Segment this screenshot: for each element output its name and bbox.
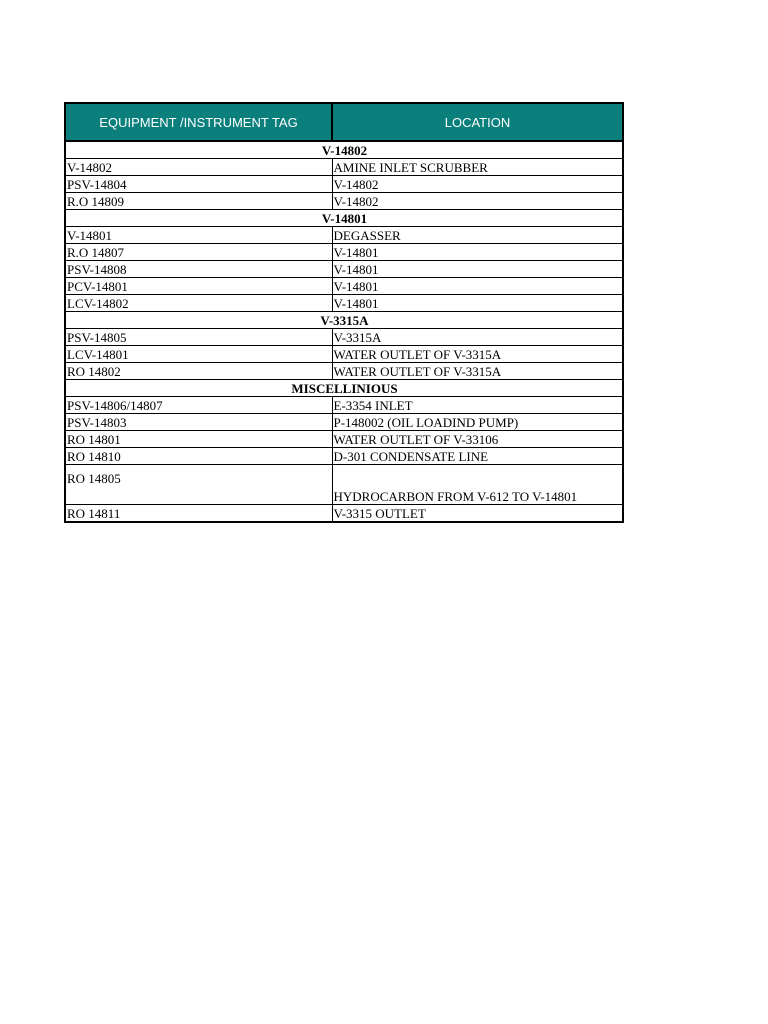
tag-cell: PSV-14805 [65,329,332,346]
tag-cell: RO 14805 [65,465,332,505]
location-cell: V-14801 [332,278,623,295]
section-title: V-14802 [65,141,623,159]
tag-cell: PSV-14808 [65,261,332,278]
table-row [65,176,623,193]
table-header-row [65,103,623,141]
tag-cell: PSV-14804 [65,176,332,193]
location-cell: E-3354 INLET [332,397,623,414]
location-cell: V-14802 [332,176,623,193]
table-row [65,261,623,278]
location-cell: WATER OUTLET OF V-33106 [332,431,623,448]
table-row [65,505,623,523]
equipment-location-table [64,102,624,523]
section-row [65,210,623,227]
location-cell: V-3315 OUTLET [332,505,623,523]
tag-cell: LCV-14802 [65,295,332,312]
location-cell: V-14801 [332,261,623,278]
section-title: V-14801 [65,210,623,227]
tag-cell: PSV-14806/14807 [65,397,332,414]
table-row [65,278,623,295]
table-row [65,363,623,380]
equipment-location-sheet [64,102,622,523]
tag-cell: RO 14811 [65,505,332,523]
table-body [65,141,623,522]
table-row [65,346,623,363]
tag-cell: RO 14810 [65,448,332,465]
header-equipment-tag: EQUIPMENT /INSTRUMENT TAG [65,103,332,141]
location-cell: D-301 CONDENSATE LINE [332,448,623,465]
table-row [65,397,623,414]
tag-cell: R.O 14807 [65,244,332,261]
tag-cell: LCV-14801 [65,346,332,363]
tag-cell: V-14801 [65,227,332,244]
tag-cell: PSV-14803 [65,414,332,431]
location-cell: WATER OUTLET OF V-3315A [332,346,623,363]
tag-cell: PCV-14801 [65,278,332,295]
location-cell: V-14801 [332,244,623,261]
table-row [65,244,623,261]
location-cell: V-14802 [332,193,623,210]
table-row [65,465,623,505]
tag-cell: V-14802 [65,159,332,176]
location-cell: DEGASSER [332,227,623,244]
tag-cell: RO 14802 [65,363,332,380]
section-title: V-3315A [65,312,623,329]
header-location: LOCATION [332,103,623,141]
tag-cell: R.O 14809 [65,193,332,210]
table-row [65,448,623,465]
location-cell: V-3315A [332,329,623,346]
location-cell: AMINE INLET SCRUBBER [332,159,623,176]
section-row [65,380,623,397]
location-cell: WATER OUTLET OF V-3315A [332,363,623,380]
section-row [65,312,623,329]
table-row [65,414,623,431]
section-row [65,141,623,159]
location-cell: V-14801 [332,295,623,312]
table-row [65,193,623,210]
location-cell: HYDROCARBON FROM V-612 TO V-14801 [332,465,623,505]
table-row [65,295,623,312]
table-row [65,227,623,244]
tag-cell: RO 14801 [65,431,332,448]
table-row [65,159,623,176]
section-title: MISCELLINIOUS [65,380,623,397]
location-cell: P-148002 (OIL LOADIND PUMP) [332,414,623,431]
table-row [65,329,623,346]
table-row [65,431,623,448]
